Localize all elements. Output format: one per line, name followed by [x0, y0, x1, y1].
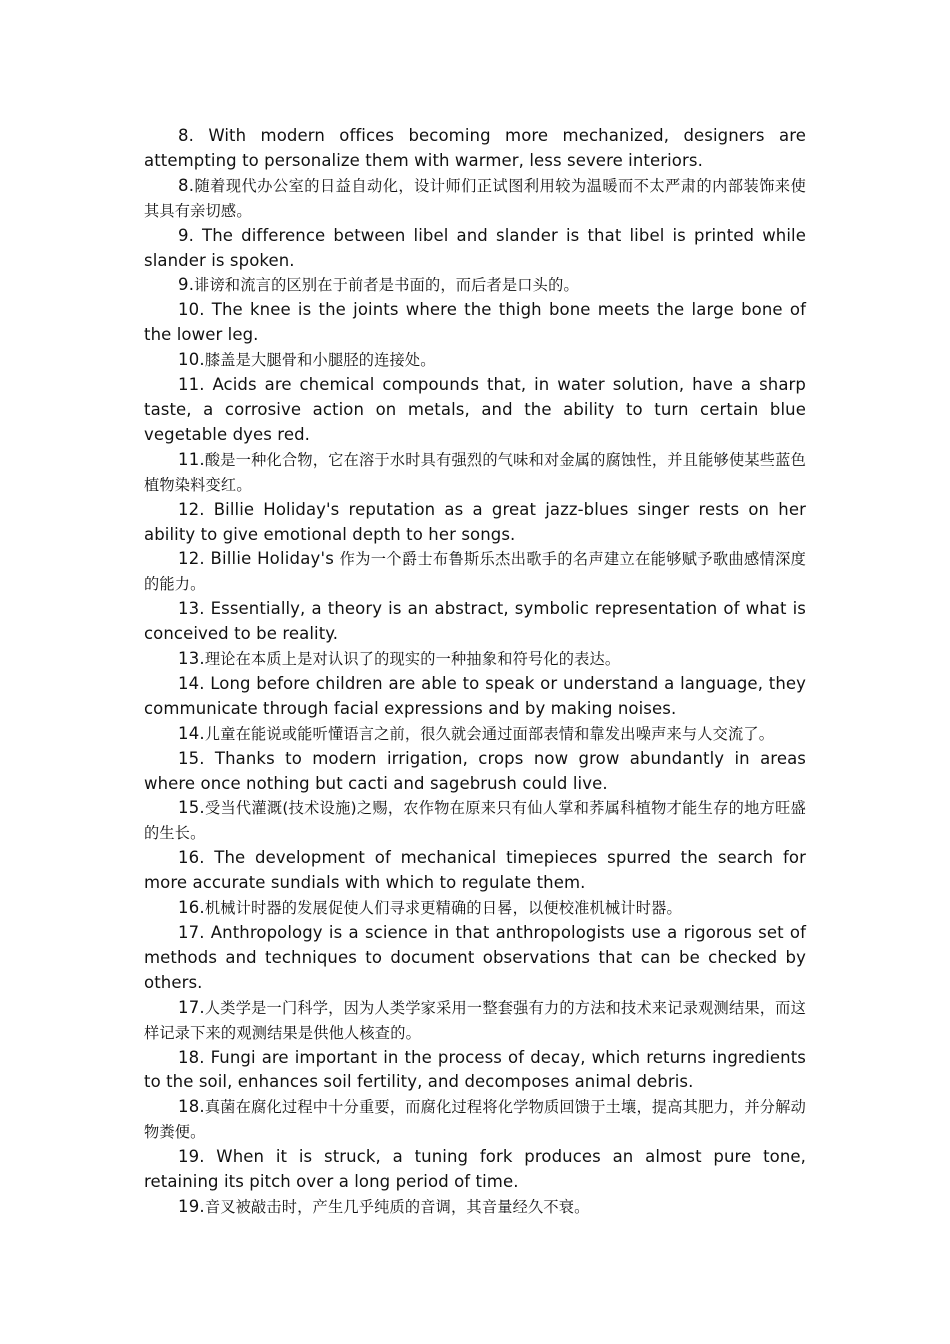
sentence-en-18: 18. Fungi are important in the process of decay, which returns ingredients to the soil, enhances soil fertility, and decomposes animal debris.: [144, 1047, 806, 1092]
translation-number: 11.: [178, 449, 205, 469]
translation-text: 作为一个爵士布鲁斯乐杰出歌手的名声建立在能够赋予歌曲感情深度的能力。: [144, 550, 807, 594]
translation-number: 9.: [178, 275, 195, 295]
translation-text: 受当代灌溉(技术设施)之赐，农作物在原来只有仙人掌和荞属科植物才能生存的地方旺盛的生长。: [144, 799, 806, 843]
document-body: [144, 124, 806, 1220]
sentence-en-15: 15. Thanks to modern irrigation, crops now grow abundantly in areas where once nothing but cacti and sagebrush could live.: [144, 748, 806, 793]
sentence-en-12: 12. Billie Holiday's reputation as a great jazz-blues singer rests on her ability to give emotional depth to her songs.: [144, 499, 806, 544]
translation-text: 膝盖是大腿骨和小腿胫的连接处。: [204, 351, 436, 370]
translation-number: 16.: [178, 898, 205, 918]
translation-text: 音叉被敲击时，产生几乎纯质的音调，其音量经久不衰。: [204, 1197, 590, 1216]
translation-number: 18.: [178, 1097, 205, 1117]
translation-text: 酸是一种化合物，它在溶于水时具有强烈的气味和对金属的腐蚀性，并且能够使某些蓝色植物染料变红。: [144, 450, 806, 494]
translation-zh-19: [144, 1195, 806, 1220]
sentence-en-19: 19. When it is struck, a tuning fork produces an almost pure tone, retaining its pitch over a long period of time.: [144, 1147, 806, 1192]
translation-text: 理论在本质上是对认识了的现实的一种抽象和符号化的表达。: [204, 650, 621, 669]
translation-number: 13.: [178, 649, 205, 669]
translation-zh-17: [144, 996, 806, 1046]
translation-number: 10.: [178, 350, 205, 370]
translation-zh-14: [144, 722, 806, 747]
translation-number: 12. Billie Holiday's: [178, 549, 340, 569]
sentence-en-16: 16. The development of mechanical timepieces spurred the search for more accurate sundials with which to regulate them.: [144, 848, 806, 893]
translation-text: 人类学是一门科学，因为人类学家采用一整套强有力的方法和技术来记录观测结果，而这样记录下来的观测结果是供他人核查的。: [144, 998, 806, 1042]
translation-number: 17.: [178, 997, 205, 1017]
translation-zh-9: [144, 273, 806, 298]
sentence-en-10: 10. The knee is the joints where the thigh bone meets the large bone of the lower leg.: [144, 300, 806, 345]
sentence-en-13: 13. Essentially, a theory is an abstract, symbolic representation of what is conceived to be reality.: [144, 599, 806, 644]
translation-zh-18: [144, 1095, 806, 1145]
translation-text: 诽谤和流言的区别在于前者是书面的，而后者是口头的。: [194, 276, 579, 295]
sentence-en-17: 17. Anthropology is a science in that anthropologists use a rigorous set of methods and techniques to document observations that can be checked by others.: [144, 923, 806, 992]
sentence-en-14: 14. Long before children are able to speak or understand a language, they communicate through facial expressions and by making noises.: [144, 673, 806, 718]
translation-text: 随着现代办公室的日益自动化，设计师们正试图利用较为温暖而不太严肃的内部装饰来使其具有亲切感。: [144, 176, 806, 220]
translation-number: 15.: [178, 798, 205, 818]
translation-number: 8.: [178, 175, 195, 195]
sentence-en-11: 11. Acids are chemical compounds that, in water solution, have a sharp taste, a corrosive action on metals, and the ability to turn certain blue vegetable dyes red.: [144, 375, 806, 444]
translation-zh-12: [144, 547, 806, 597]
translation-text: 机械计时器的发展促使人们寻求更精确的日晷，以便校准机械计时器。: [204, 899, 682, 918]
translation-zh-10: [144, 348, 806, 373]
translation-zh-11: [144, 448, 806, 498]
translation-zh-15: [144, 796, 806, 846]
translation-zh-8: [144, 174, 806, 224]
translation-text: 真菌在腐化过程中十分重要，而腐化过程将化学物质回馈于土壤，提高其肥力，并分解动物粪便。: [144, 1098, 806, 1142]
sentence-en-8: 8. With modern offices becoming more mechanized, designers are attempting to personalize them with warmer, less severe interiors.: [144, 126, 806, 170]
translation-number: 19.: [178, 1196, 205, 1216]
translation-number: 14.: [178, 723, 205, 743]
translation-zh-13: [144, 647, 806, 672]
translation-text: 儿童在能说或能听懂语言之前，很久就会通过面部表情和靠发出噪声来与人交流了。: [204, 724, 775, 743]
sentence-en-9: 9. The difference between libel and slander is that libel is printed while slander is spoken.: [144, 225, 806, 270]
translation-zh-16: [144, 896, 806, 921]
